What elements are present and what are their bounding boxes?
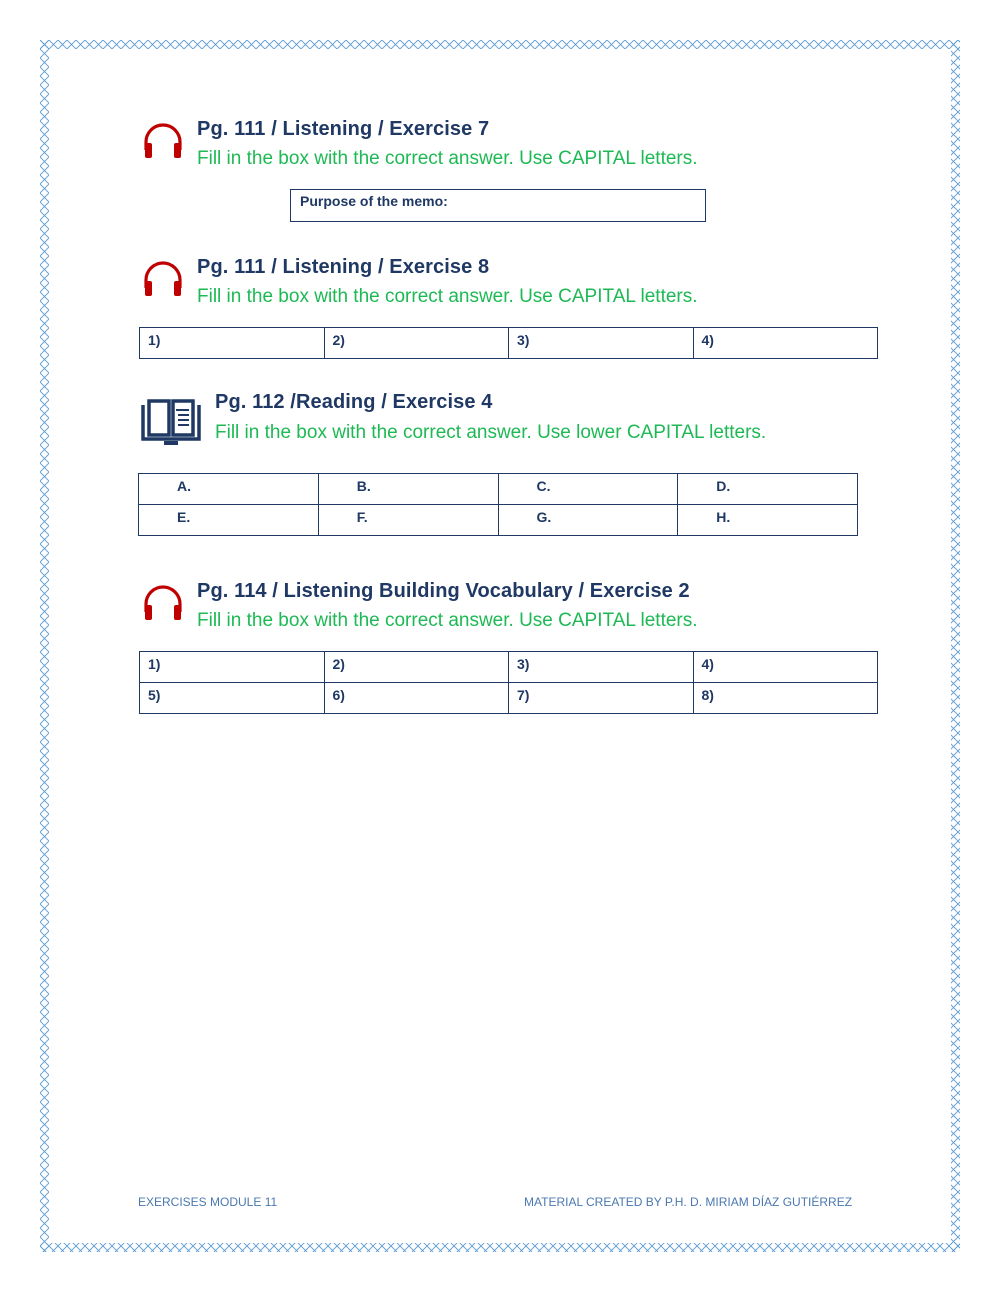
answer-cell[interactable]: E. [139, 505, 319, 536]
footer-left: EXERCISES MODULE 11 [138, 1195, 278, 1209]
answer-cell[interactable]: 8) [693, 683, 878, 714]
answer-cell[interactable]: 1) [140, 652, 325, 683]
answer-cell[interactable]: 5) [140, 683, 325, 714]
reading-exercise-4-answer-table [138, 473, 858, 536]
answer-cell[interactable]: 3) [509, 652, 694, 683]
memo-purpose-label: Purpose of the memo: [300, 193, 448, 209]
answer-cell[interactable]: 3) [509, 328, 694, 359]
answer-cell[interactable]: B. [318, 474, 498, 505]
reading-exercise-4-instruction: Fill in the box with the correct answer. Use lower CAPITAL letters. [215, 422, 767, 443]
answer-cell[interactable]: 4) [693, 652, 878, 683]
answer-cell[interactable]: G. [498, 505, 678, 536]
answer-cell[interactable]: D. [678, 474, 858, 505]
book-icon [140, 399, 202, 447]
vocabulary-exercise-2-instruction: Fill in the box with the correct answer. Use CAPITAL letters. [197, 610, 698, 631]
table-row [140, 683, 878, 714]
exercise-8-instruction: Fill in the box with the correct answer. Use CAPITAL letters. [197, 286, 698, 307]
answer-cell[interactable]: A. [139, 474, 319, 505]
vocabulary-exercise-2-title: Pg. 114 / Listening Building Vocabulary / Exercise 2 [197, 580, 690, 602]
headphones-icon [142, 122, 184, 160]
table-row [139, 505, 858, 536]
table-row [140, 328, 878, 359]
footer-right: MATERIAL CREATED BY P.H. D. MIRIAM DÍAZ GUTIÉRREZ [524, 1195, 853, 1209]
exercise-8-title: Pg. 111 / Listening / Exercise 8 [197, 256, 490, 278]
answer-cell[interactable]: F. [318, 505, 498, 536]
table-row [139, 474, 858, 505]
answer-cell[interactable]: 2) [324, 328, 509, 359]
answer-cell[interactable]: 6) [324, 683, 509, 714]
answer-cell[interactable]: 2) [324, 652, 509, 683]
answer-cell[interactable]: C. [498, 474, 678, 505]
reading-exercise-4-title: Pg. 112 /Reading / Exercise 4 [215, 391, 493, 413]
headphones-icon [142, 584, 184, 622]
table-row [140, 652, 878, 683]
exercise-7-instruction: Fill in the box with the correct answer. Use CAPITAL letters. [197, 148, 698, 169]
headphones-icon [142, 260, 184, 298]
memo-purpose-answer-box[interactable] [290, 189, 706, 222]
answer-cell[interactable]: 4) [693, 328, 878, 359]
answer-cell[interactable]: 1) [140, 328, 325, 359]
answer-cell[interactable]: H. [678, 505, 858, 536]
answer-cell[interactable]: 7) [509, 683, 694, 714]
exercise-8-answer-table [139, 327, 878, 359]
vocabulary-exercise-2-answer-table [139, 651, 878, 714]
exercise-7-title: Pg. 111 / Listening / Exercise 7 [197, 118, 490, 140]
